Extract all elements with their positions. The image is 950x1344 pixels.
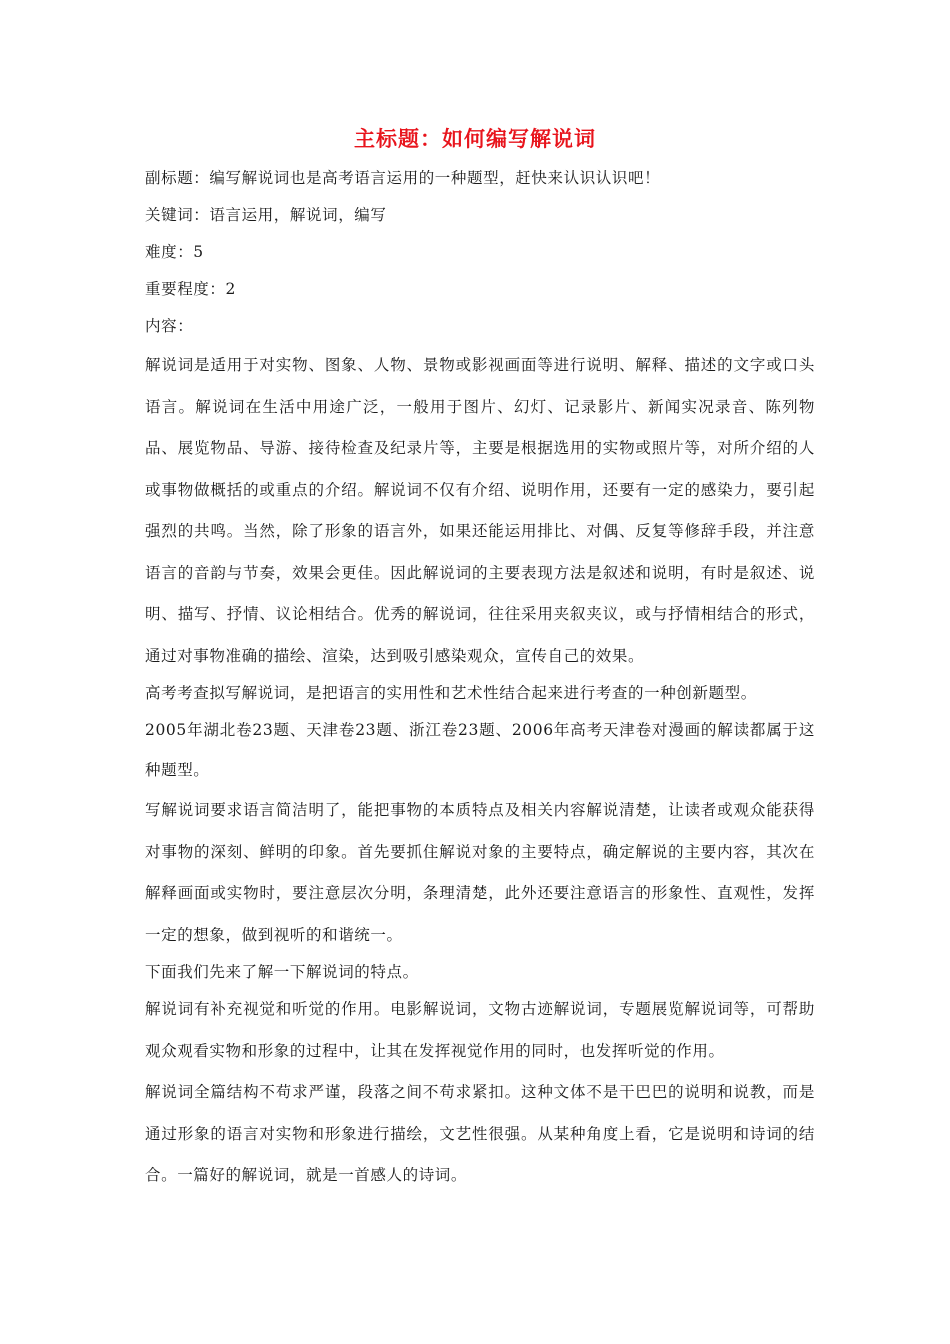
keywords-line: 关键词：语言运用，解说词，编写 <box>145 206 387 224</box>
paragraph-feature-structure: 解说词全篇结构不苟求严谨，段落之间不苟求紧扣。这种文体不是干巴巴的说明和说教，而是通过形象的语言对实物和形象进行描绘，文艺性很强。从某种角度上看，它是说明和诗词的结合。一篇好的解说词，就是一首感人的诗词。 <box>145 1083 815 1184</box>
difficulty-line: 难度：5 <box>145 243 204 261</box>
paragraph-exam-type: 高考考查拟写解说词，是把语言的实用性和艺术性结合起来进行考查的一种创新题型。 <box>145 684 757 702</box>
main-title: 主标题：如何编写解说词 <box>354 126 596 151</box>
paragraph-exam-examples: 2005年湖北卷23题、天津卷23题、浙江卷23题、2006年高考天津卷对漫画的解读都属于这种题型。 <box>145 721 815 779</box>
document-body <box>145 160 815 1197</box>
paragraph-intro: 解说词是适用于对实物、图象、人物、景物或影视画面等进行说明、解释、描述的文字或口头语言。解说词在生活中用途广泛，一般用于图片、幻灯、记录影片、新闻实况录音、陈列物品、展览物品、导游、接待检查及纪录片等，主要是根据选用的实物或照片等，对所介绍的人或事物做概括的或重点的介绍。解说词不仅有介绍、说明作用，还要有一定的感染力，要引起强烈的共鸣。当然，除了形象的语言外，如果还能运用排比、对偶、反复等修辞手段，并注意语言的音韵与节奏，效果会更佳。因此解说词的主要表现方法是叙述和说明，有时是叙述、说明、描写、抒情、议论相结合。优秀的解说词，往往采用夹叙夹议，或与抒情相结合的形式，通过对事物准确的描绘、渲染，达到吸引感染观众，宣传自己的效果。 <box>145 356 815 665</box>
content-label: 内容： <box>145 317 194 335</box>
paragraph-writing-requirements: 写解说词要求语言简洁明了，能把事物的本质特点及相关内容解说清楚，让读者或观众能获得对事物的深刻、鲜明的印象。首先要抓住解说对象的主要特点，确定解说的主要内容，其次在解释画面或实物时，要注意层次分明，条理清楚，此外还要注意语言的形象性、直观性，发挥一定的想象，做到视听的和谐统一。 <box>145 801 815 944</box>
paragraph-features-intro: 下面我们先来了解一下解说词的特点。 <box>145 963 419 981</box>
paragraph-feature-supplement: 解说词有补充视觉和听觉的作用。电影解说词，文物古迹解说词，专题展览解说词等，可帮助观众观看实物和形象的过程中，让其在发挥视觉作用的同时，也发挥听觉的作用。 <box>145 1000 815 1060</box>
subtitle-line: 副标题：编写解说词也是高考语言运用的一种题型，赶快来认识认识吧！ <box>145 169 661 187</box>
importance-line: 重要程度：2 <box>145 280 236 298</box>
